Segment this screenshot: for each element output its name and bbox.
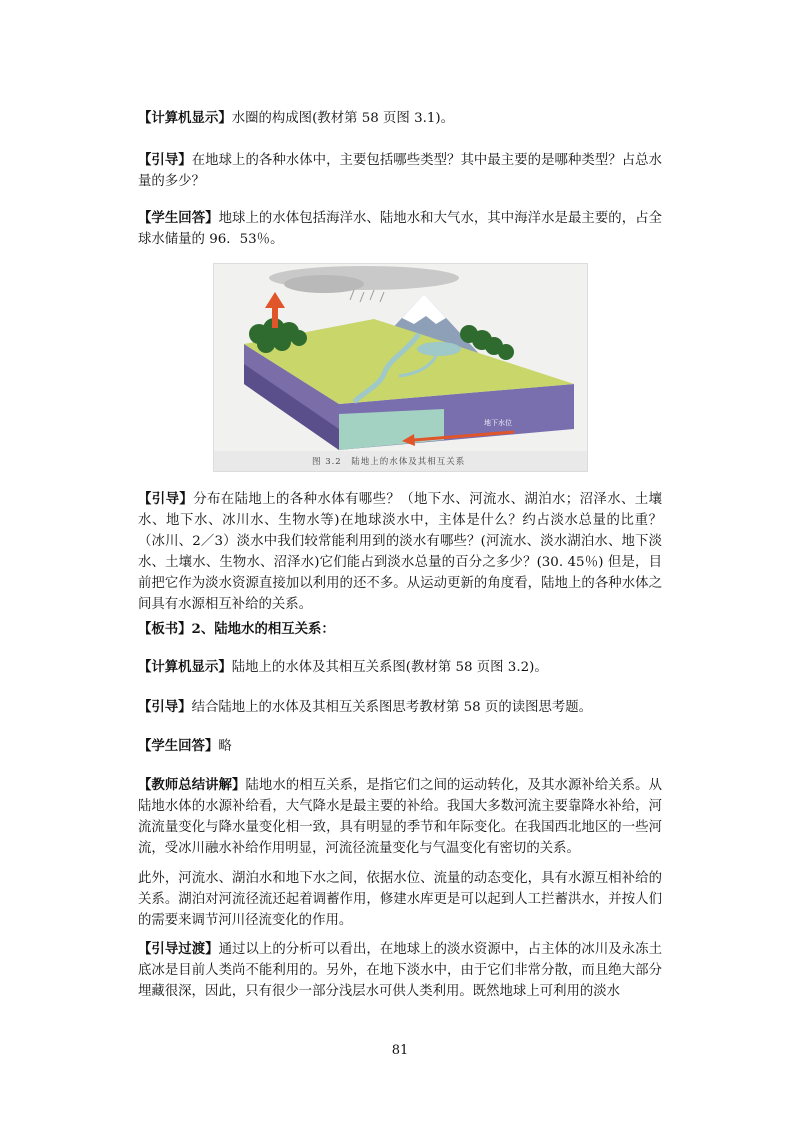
paragraph-text: 略 — [218, 739, 232, 754]
paragraph-computer-display-1 — [138, 108, 662, 129]
paragraph-tag: 【引导】 — [138, 152, 192, 168]
paragraph-guide-3 — [138, 697, 662, 718]
lake-shape — [417, 342, 461, 356]
paragraph-text: 结合陆地上的水体及其相互关系图思考教材第 58 页的读图思考题。 — [191, 700, 593, 715]
paragraph-guide-transition — [138, 939, 662, 1002]
paragraph-tag: 【学生回答】 — [138, 738, 219, 754]
paragraph-teacher-summary — [138, 775, 662, 859]
cloud-shape — [284, 275, 364, 293]
paragraph-text: 通过以上的分析可以看出，在地球上的淡水资源中，占主体的冰川及永冻土底冰是目前人类尚不能利用的。另外，在地下淡水中，由于它们非常分散，而且绝大部分埋藏很深，因此，只有很少一部分浅层水可供人类利用。既然地球上可利用的淡水 — [138, 942, 662, 999]
diagram-illustration — [214, 264, 587, 471]
paragraph-tag: 【学生回答】 — [138, 210, 219, 226]
paragraph-student-answer-1 — [138, 208, 662, 250]
paragraph-text: 在地球上的各种水体中，主要包括哪些类型？其中最主要的是哪种类型？占总水量的多少？ — [138, 153, 662, 189]
paragraph-text: 水圈的构成图(教材第 58 页图 3.1)。 — [231, 111, 454, 126]
page-number: 81 — [391, 1043, 409, 1058]
paragraph-text: 陆地水的相互关系，是指它们之间的运动转化，及其水源补给关系。从陆地水体的水源补给看，大气降水是最主要的补给。我国大多数河流主要靠降水补给，河流流量变化与降水量变化相一致，具有明显的季节和年际变化。在我国西北地区的一些河流，受冰川融水补给作用明显，河流径流量变化与气温变化有密切的关系。 — [138, 778, 663, 856]
paragraph-tag: 【板书】2、陆地水的相互关系： — [138, 621, 335, 637]
paragraph-tag: 【引导过渡】 — [138, 941, 219, 957]
paragraph-additional — [138, 868, 662, 931]
paragraph-tag: 【引导】 — [138, 699, 192, 715]
paragraph-text: 分布在陆地上的各种水体有哪些？（地下水、河流水、湖泊水；沼泽水、土壤水、地下水、冰川水、生物水等)在地球淡水中，主体是什么？约占淡水总量的比重？（冰川、2／3）淡水中我们较常能利用到的淡水有哪些？(河流水、淡水湖泊水、地下淡水、土壤水、生物水、沼泽水)它们能占到淡水总量的百分之多少？(30. 45％) 但是，目前把它作为淡水资源直接加以利用的还不多。从运动更新的角度看，陆地上的各种水体之间具有水源相互补给的关系。 — [138, 492, 662, 612]
paragraph-text: 此外，河流水、湖泊水和地下水之间，依据水位、流量的动态变化，具有水源互相补给的关系。湖泊对河流径流还起着调蓄作用，修建水库更是可以起到人工拦蓄洪水，并按人们的需要来调节河川径流变化的作用。 — [138, 871, 662, 928]
paragraph-tag: 【教师总结讲解】 — [138, 777, 246, 793]
paragraph-computer-display-2 — [138, 657, 662, 678]
paragraph-tag: 【引导】 — [138, 491, 194, 507]
paragraph-guide-2 — [138, 489, 662, 615]
arrow-label: 地下水位 — [484, 419, 512, 427]
paragraph-student-answer-2 — [138, 736, 662, 757]
paragraph-text: 陆地上的水体及其相互关系图(教材第 58 页图 3.2)。 — [231, 660, 548, 675]
paragraph-board-note — [138, 619, 662, 640]
land-water-diagram — [213, 263, 588, 472]
paragraph-guide-1 — [138, 150, 662, 192]
paragraph-text: 地球上的水体包括海洋水、陆地水和大气水，其中海洋水是最主要的，占全球水储量的 96．53％。 — [138, 211, 662, 247]
paragraph-tag: 【计算机显示】 — [138, 659, 232, 675]
figure-caption: 图 3.2 陆地上的水体及其相互关系 — [312, 457, 466, 467]
paragraph-tag: 【计算机显示】 — [138, 110, 232, 126]
